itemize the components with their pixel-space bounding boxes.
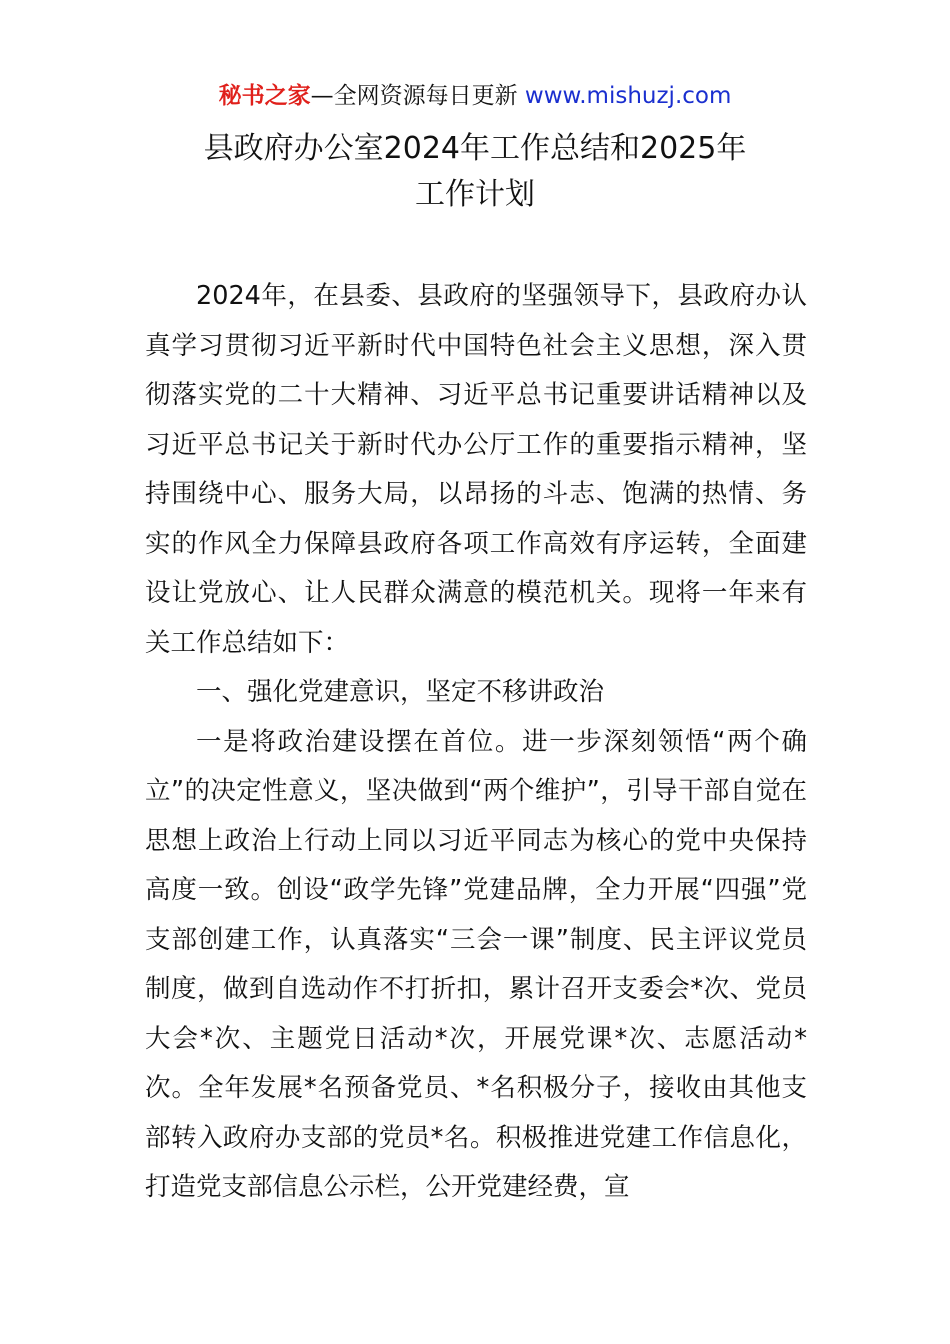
site-header: [0, 80, 950, 112]
intro-paragraph: 2024年，在县委、县政府的坚强领导下，县政府办认真学习贯彻习近平新时代中国特色社会主义思想，深入贯彻落实党的二十大精神、习近平总书记重要讲话精神以及习近平总书记关于新时代办公厅工作的重要指示精神，坚持围绕中心、服务大局，以昂扬的斗志、饱满的热情、务实的作风全力保障县政府各项工作高效有序运转，全面建设让党放心、让人民群众满意的模范机关。现将一年来有关工作总结如下：: [145, 281, 807, 658]
document-body: [145, 272, 807, 1213]
site-url-link[interactable]: www.mishuzj.com: [524, 83, 732, 109]
body-paragraph: 一是将政治建设摆在首位。进一步深刻领悟“两个确立”的决定性意义，坚决做到“两个维护”，引导干部自觉在思想上政治上行动上同以习近平同志为核心的党中央保持高度一致。创设“政学先锋”党建品牌，全力开展“四强”党支部创建工作，认真落实“三会一课”制度、民主评议党员制度，做到自选动作不打折扣，累计召开支委会*次、党员大会*次、主题党日活动*次，开展党课*次、志愿活动*次。全年发展*名预备党员、*名积极分子，接收由其他支部转入政府办支部的党员*名。积极推进党建工作信息化，打造党支部信息公示栏，公开党建经费，宣: [145, 726, 807, 1202]
title-line-2: 工作计划: [415, 177, 535, 212]
brand-name[interactable]: 秘书之家: [218, 83, 311, 109]
document-title: [0, 126, 950, 218]
section-heading: 一、强化党建意识，坚定不移讲政治: [196, 677, 605, 707]
title-line-1: 县政府办公室2024年工作总结和2025年: [203, 131, 747, 166]
header-tagline: —全网资源每日更新: [310, 83, 518, 109]
